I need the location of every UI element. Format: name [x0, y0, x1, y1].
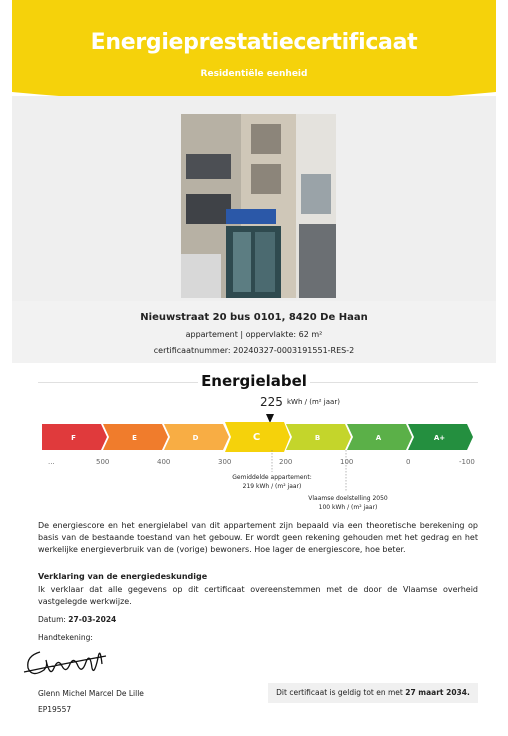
label-segment-text: F — [71, 434, 76, 442]
target-note-label: Vlaamse doelstelling 2050 — [308, 495, 388, 502]
scale-tick: 500 — [96, 458, 110, 466]
scale-tick: 300 — [218, 458, 232, 466]
certificate-header — [0, 0, 508, 100]
certificate-number: certificaatnummer: 20240327-0003191551-RES-2 — [153, 346, 355, 355]
property-type-area: appartement | oppervlakte: 62 m² — [185, 330, 323, 339]
explanation-text: De energiescore en het energielabel van dit appartement zijn bepaald via een theoretische berekening op basis van de bestaande toestand van het gebouw. Er wordt geen rekening gehouden met het gedrag en het werkelijke energieverbruik van de (vorige) bewoners. Hoe lager de energiescore, hoe beter. — [38, 521, 478, 554]
average-note — [222, 473, 322, 491]
label-segment-text: E — [132, 434, 137, 442]
average-note-value: 219 kWh / (m² jaar) — [242, 483, 302, 490]
declaration-heading: Verklaring van de energiedeskundige — [38, 572, 208, 581]
average-note-label: Gemiddelde appartement: — [232, 474, 312, 481]
energy-label-title: Energielabel — [201, 372, 307, 390]
scale-tick: 100 — [340, 458, 354, 466]
label-segment-text: D — [192, 434, 199, 442]
validity-prefix: Dit certificaat is geldig tot en met — [276, 688, 403, 697]
signer-name: Glenn Michel Marcel De Lille — [38, 689, 144, 698]
declaration-text: Ik verklaar dat alle gegevens op dit certificaat overeenstemmen met de door de Vlaamse overheid vastgelegde werkwijze. — [38, 585, 478, 606]
date-label: Datum: — [38, 615, 66, 624]
validity-box — [268, 683, 478, 703]
certificate-subtitle: Residentiële eenheid — [200, 69, 308, 79]
certificate-title: Energieprestatiecertificaat — [90, 30, 418, 55]
label-segment-text: C — [252, 432, 261, 443]
scale-tick: ... — [48, 458, 55, 466]
target-note-value: 100 kWh / (m² jaar) — [318, 504, 378, 511]
signature-label: Handtekening: — [38, 633, 93, 642]
building-photo — [181, 114, 336, 298]
property-address: Nieuwstraat 20 bus 0101, 8420 De Haan — [140, 312, 368, 323]
signer-id: EP19557 — [38, 705, 72, 714]
handwritten-signature — [22, 638, 112, 682]
label-segment-text: A+ — [433, 434, 446, 442]
scale-tick: 200 — [279, 458, 293, 466]
scale-tick: 400 — [157, 458, 171, 466]
validity-date: 27 maart 2034. — [405, 688, 470, 697]
energy-score: 225 — [260, 395, 283, 409]
date-row — [38, 615, 116, 624]
date-value: 27-03-2024 — [68, 615, 117, 624]
label-segment-text: A — [375, 434, 382, 442]
energy-score-unit: kWh / (m² jaar) — [287, 398, 340, 406]
scale-tick: -100 — [459, 458, 475, 466]
target-note — [296, 494, 400, 512]
scale-tick: 0 — [406, 458, 411, 466]
label-segment-text: B — [314, 434, 321, 442]
